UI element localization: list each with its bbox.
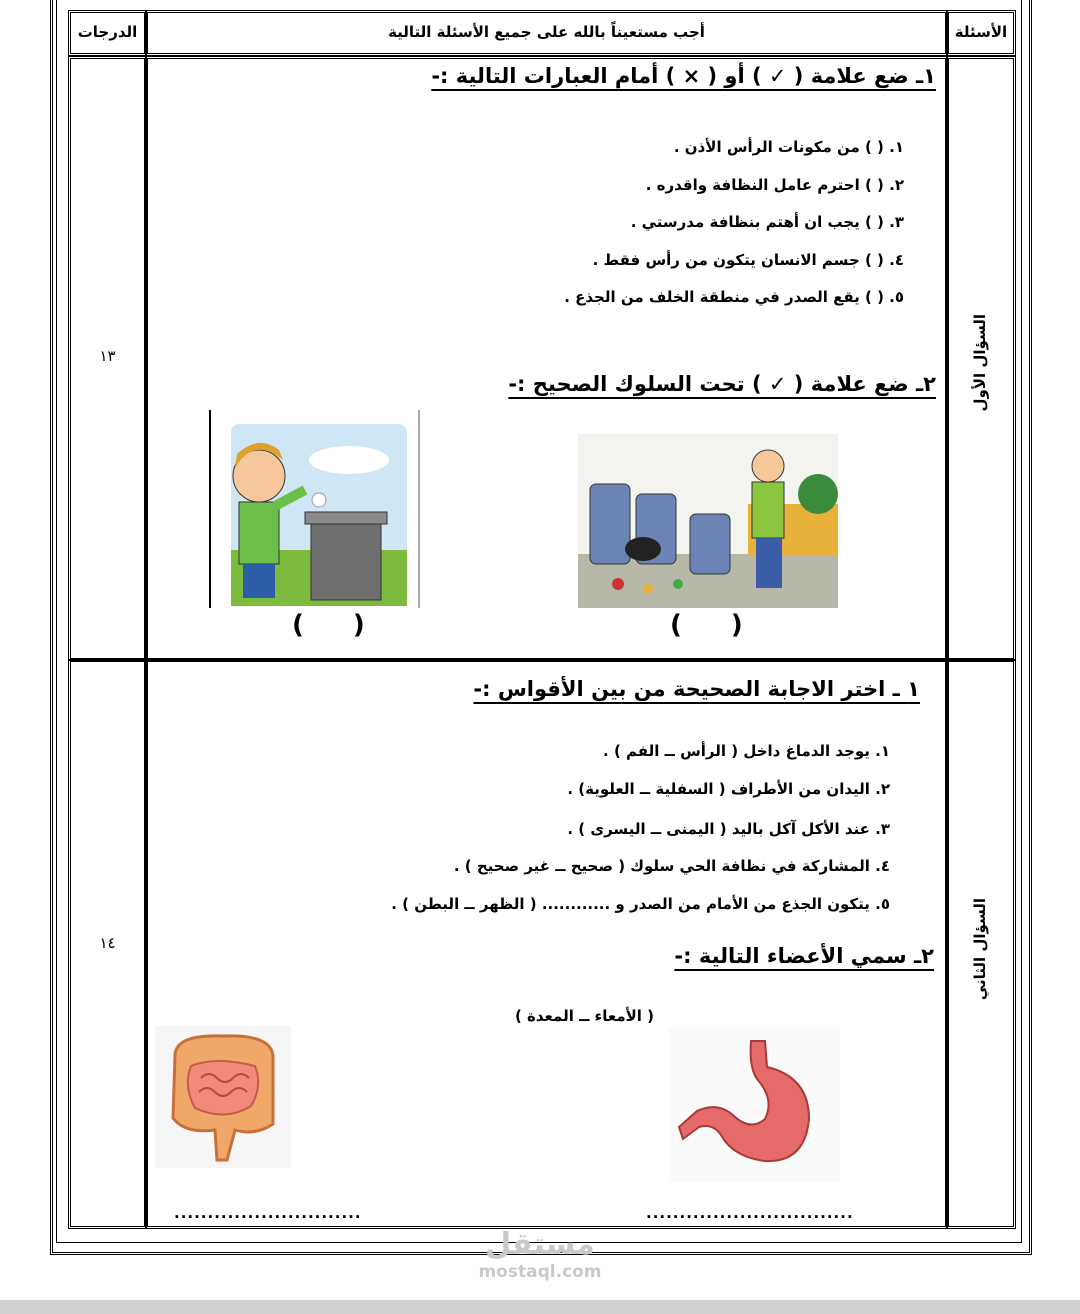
q2-part1-title: ١ ـ اختر الاجابة الصحيحة من بين الأقواس :- — [473, 677, 920, 701]
stomach-image — [669, 1027, 840, 1182]
grades-column-header: الدرجات — [77, 23, 138, 41]
watermark-latin: mostaql.com — [478, 1262, 602, 1282]
q1-part1-title: ١ـ ضع علامة ( ✓ ) أو ( × ) أمام العبارات التالية :- — [431, 64, 936, 88]
q1-grade-cell — [68, 56, 147, 661]
header-grades-cell — [68, 10, 147, 56]
q2-item-1[interactable]: ١. يوجد الدماغ داخل ( الرأس ــ الفم ) . — [603, 742, 890, 760]
q1-item-2[interactable]: ٢. ( ) احترم عامل النظافة واقدره . — [645, 176, 904, 194]
q2-item-4[interactable]: ٤. المشاركة في نظافة الحي سلوك ( صحيح ــ غير صحيح ) . — [453, 857, 890, 875]
bottom-margin — [0, 1300, 1080, 1314]
q1-item-4[interactable]: ٤. ( ) جسم الانسان يتكون من رأس فقط . — [592, 251, 904, 269]
boy-using-trash-bin-image — [209, 410, 421, 608]
questions-column-header: الأسئلة — [954, 23, 1008, 41]
watermark-arabic: مستقل — [485, 1227, 595, 1262]
q2-item-5[interactable]: ٥. يتكون الجذع من الأمام من الصدر و ............ ( الظهر ــ البطن ) . — [391, 895, 890, 913]
q1-label: السؤال الأول — [971, 314, 989, 412]
answer-paren-left-picture[interactable]: ( ) — [670, 610, 763, 640]
q1-part2-title: ٢ـ ضع علامة ( ✓ ) تحت السلوك الصحيح :- — [508, 372, 936, 396]
q1-item-5[interactable]: ٥. ( ) يقع الصدر في منطقة الخلف من الجذع . — [564, 288, 904, 306]
q2-item-3[interactable]: ٣. عند الأكل آكل باليد ( اليمنى ــ اليسرى ) . — [567, 820, 890, 838]
q2-part2-title: ٢ـ سمي الأعضاء التالية :- — [674, 944, 934, 968]
boy-ignoring-trash-image — [578, 434, 838, 608]
header-questions-cell — [946, 10, 1016, 56]
intestines-image — [155, 1026, 291, 1168]
q2-label-cell — [946, 659, 1016, 1229]
header-instructions-cell — [145, 10, 948, 56]
q2-label: السؤال الثاني — [971, 898, 989, 1001]
q2-grade: ١٤ — [99, 934, 116, 952]
q2-item-2[interactable]: ٢. اليدان من الأطراف ( السفلية ــ العلوية) . — [567, 780, 890, 798]
q2-grade-cell — [68, 659, 147, 1229]
answer-paren-right-picture[interactable]: ( ) — [292, 610, 385, 640]
intestines-answer-line[interactable]: ............................ — [174, 1204, 362, 1222]
stomach-answer-line[interactable]: ............................... — [646, 1204, 854, 1222]
instructions: أجب مستعيناً بالله على جميع الأسئلة التالية — [388, 23, 705, 41]
q1-grade: ١٣ — [99, 347, 116, 365]
watermark — [470, 1228, 610, 1282]
organ-choices: ( الأمعاء ــ المعدة ) — [514, 1007, 654, 1025]
q1-label-cell — [946, 56, 1016, 661]
q1-item-3[interactable]: ٣. ( ) يجب ان أهتم بنظافة مدرستي . — [630, 213, 904, 231]
q1-item-1[interactable]: ١. ( ) من مكونات الرأس الأذن . — [673, 138, 904, 156]
